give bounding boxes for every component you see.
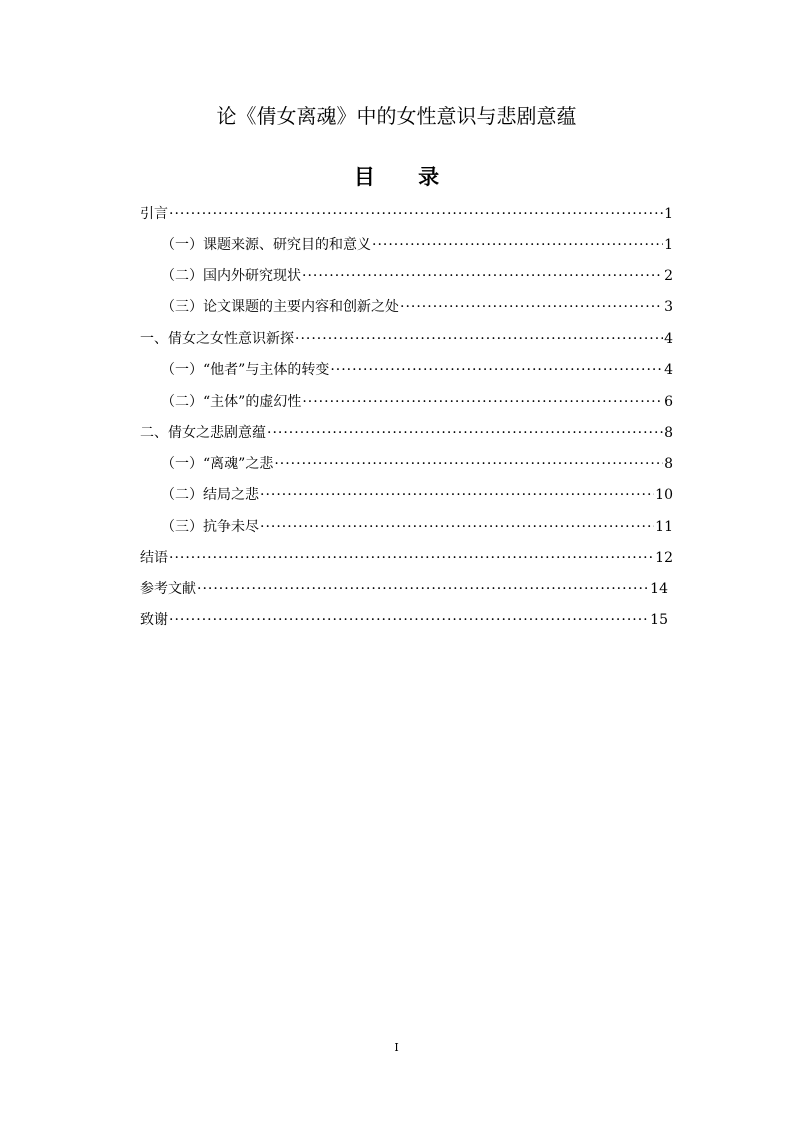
toc-entry-label: （一）课题来源、研究目的和意义 (161, 237, 371, 253)
toc-entry-page: 15 (650, 612, 668, 628)
toc-entry-soul-departure[interactable] (161, 453, 673, 475)
toc-entry-references[interactable] (140, 578, 668, 600)
toc-entry-page: 10 (655, 487, 673, 503)
toc-entry-label: 一、倩女之女性意识新探 (140, 331, 294, 347)
toc-entry-topic-source[interactable] (161, 234, 673, 256)
toc-dot-leader (260, 516, 654, 538)
toc-entry-main-content[interactable] (161, 296, 673, 318)
toc-entry-label: （一）“他者”与主体的转变 (161, 362, 330, 378)
toc-entry-label: 致谢 (140, 612, 168, 628)
toc-entry-unfinished-struggle[interactable] (161, 516, 673, 538)
toc-entry-page: 6 (664, 394, 673, 410)
toc-entry-page: 3 (664, 299, 673, 315)
page-title: 论《倩女离魂》中的女性意识与悲剧意蕴 (216, 104, 577, 128)
toc-entry-page: 4 (664, 331, 673, 347)
toc-entry-page: 14 (650, 581, 668, 597)
toc-entry-research-status[interactable] (161, 265, 673, 287)
toc-entry-conclusion[interactable] (140, 547, 673, 569)
toc-dot-leader (295, 328, 663, 350)
toc-entry-label: 引言 (140, 206, 168, 222)
toc-entry-page: 4 (664, 362, 673, 378)
toc-dot-leader (197, 578, 649, 600)
toc-entry-subject-illusion[interactable] (161, 391, 673, 413)
toc-dot-leader (169, 203, 663, 225)
toc-entry-label: （二）国内外研究现状 (161, 268, 301, 284)
toc-heading: 目 录 (353, 164, 458, 189)
toc-entry-ending-tragedy[interactable] (161, 484, 673, 506)
toc-dot-leader (302, 265, 663, 287)
toc-entry-page: 8 (664, 425, 673, 441)
toc-entry-label: 二、倩女之悲剧意蕴 (140, 425, 266, 441)
toc-dot-leader (400, 296, 663, 318)
toc-entry-label: （一）“离魂”之悲 (161, 456, 274, 472)
toc-entry-page: 1 (664, 206, 673, 222)
toc-entry-page: 1 (664, 237, 673, 253)
toc-dot-leader (260, 484, 654, 506)
toc-dot-leader (169, 609, 649, 631)
toc-entry-chapter-two[interactable] (140, 422, 673, 444)
toc-dot-leader (274, 453, 663, 475)
toc-entry-label: 参考文献 (140, 581, 196, 597)
toc-entry-page: 11 (655, 519, 673, 535)
toc-entry-introduction[interactable] (140, 203, 673, 225)
toc-entry-chapter-one[interactable] (140, 328, 673, 350)
toc-entry-label: （二）“主体”的虚幻性 (161, 394, 302, 410)
toc-entry-label: 结语 (140, 550, 168, 566)
toc-entry-page: 2 (664, 268, 673, 284)
page-number: I (394, 1041, 399, 1054)
toc-entry-page: 8 (664, 456, 673, 472)
toc-dot-leader (169, 547, 654, 569)
toc-entry-label: （三）论文课题的主要内容和创新之处 (161, 299, 399, 315)
toc-entry-page: 12 (655, 550, 673, 566)
toc-dot-leader (372, 234, 663, 256)
toc-dot-leader (267, 422, 663, 444)
toc-dot-leader (330, 359, 663, 381)
toc-dot-leader (302, 391, 663, 413)
toc-entry-label: （二）结局之悲 (161, 487, 259, 503)
toc-entry-label: （三）抗争未尽 (161, 519, 259, 535)
toc-entry-other-subject[interactable] (161, 359, 673, 381)
toc-entry-acknowledgements[interactable] (140, 609, 668, 631)
